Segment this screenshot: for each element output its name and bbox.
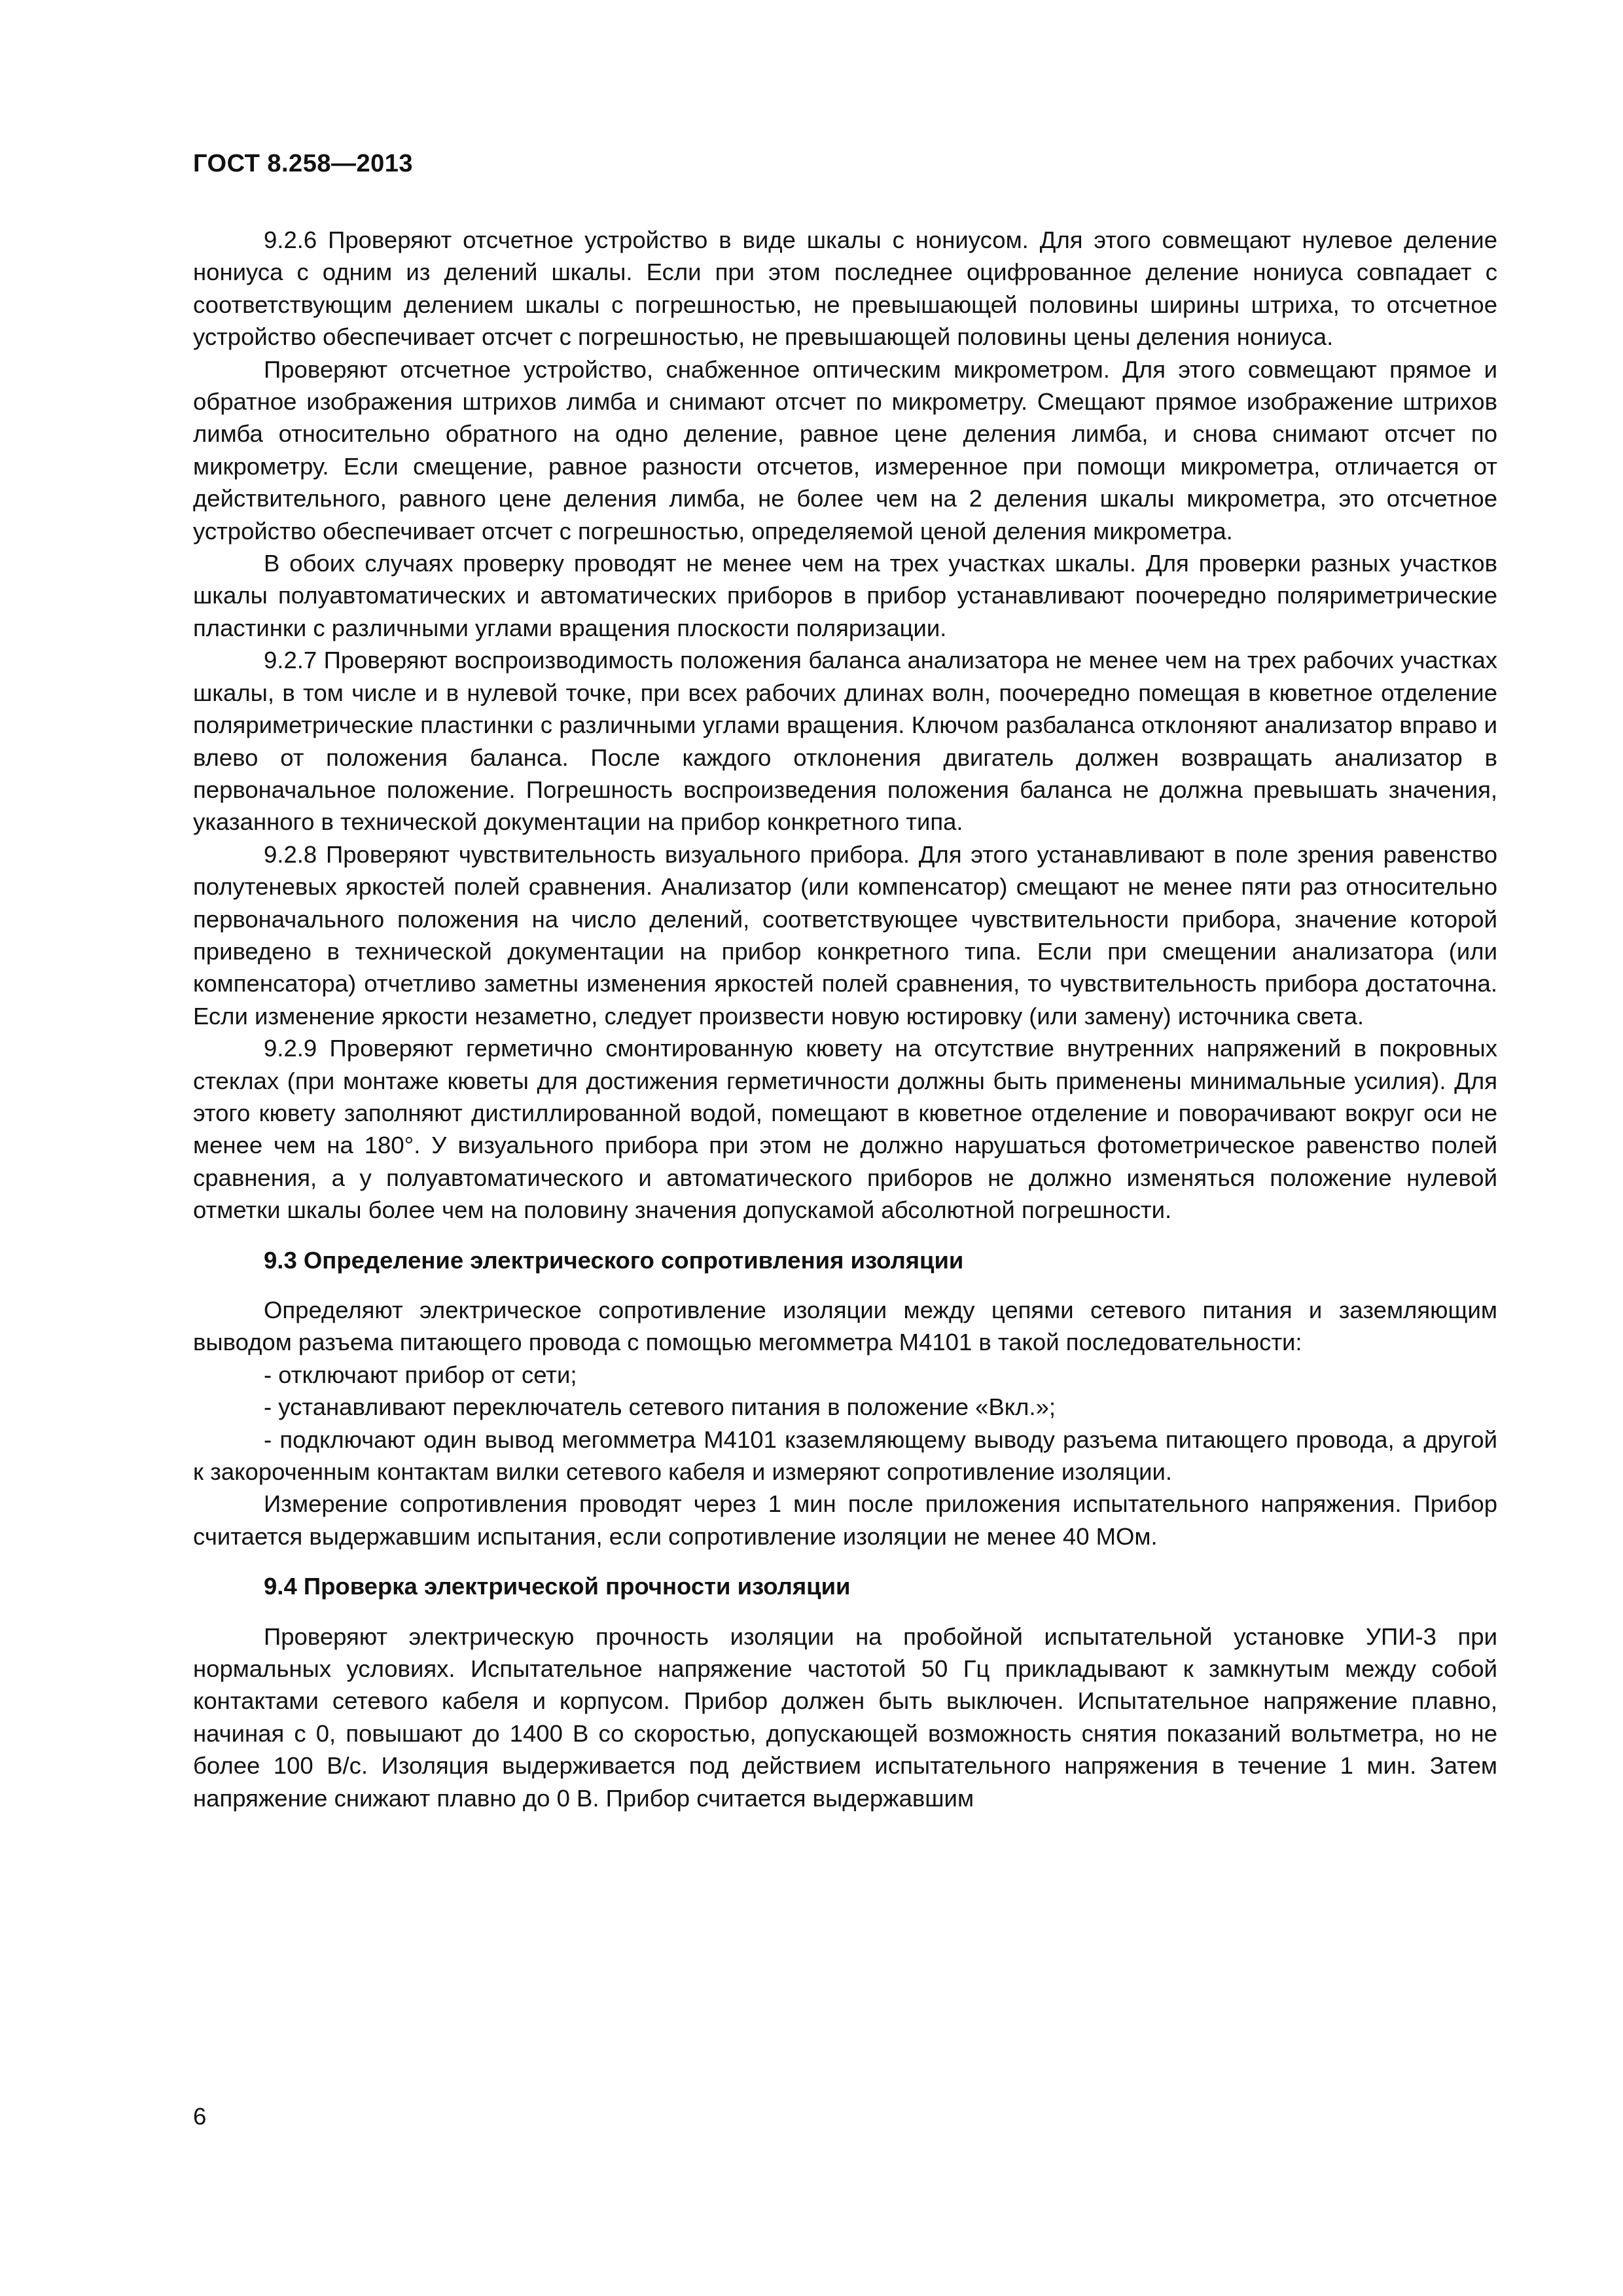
paragraph-resistance-measurement: Измерение сопротивления проводят через 1 мин после приложения испытательного напряжения. Прибор считается выдержавшим испытания, если сопротивление изоляции не менее 40 МОм. xyxy=(193,1490,1497,1550)
paragraph-9-2-9: 9.2.9 Проверяют герметично смонтированную кювету на отсутствие внутренних напряжений в покровных стеклах (при монтаже кюветы для достижения герметичности должны быть применены минимальные усилия). Для этого кювету заполняют дистиллированной водой, помещают в кюветное отделение и поворачивают вокруг оси не менее чем на 180°. У визуального прибора при этом не должно нарушаться фотометрическое равенство полей сравнения, а у полуавтоматического и автоматического приборов не должно изменяться положение нулевой отметки шкалы более чем на половину значения допускамой абсолютной погрешности. xyxy=(193,1035,1497,1224)
paragraph-9-2-7: 9.2.7 Проверяют воспроизводимость положения баланса анализатора не менее чем на трех рабочих участках шкалы, в том числе и в нулевой точке, при всех рабочих длинах волн, поочередно помещая в кюветное отделение поляриметрические пластинки с различными углами вращения. Ключом разбаланса отклоняют анализатор вправо и влево от положения баланса. После каждого отклонения двигатель должен возвращать анализатор в первоначальное положение. Погрешность воспроизведения положения баланса не должна превышать значения, указанного в технической документации на прибор конкретного типа. xyxy=(193,647,1497,836)
paragraph-9-2-8: 9.2.8 Проверяют чувствительность визуального прибора. Для этого устанавливают в поле зрения равенство полутеневых яркостей полей сравнения. Анализатор (или компенсатор) смещают не менее пяти раз относительно первоначального положения на число делений, соответствующее чувствительности прибора, значение которой приведено в технической документации на прибор конкретного типа. Если при смещении анализатора (или компенсатора) отчетливо заметны изменения яркостей полей сравнения, то чувствительность прибора достаточна. Если изменение яркости незаметно, следует произвести новую юстировку (или замену) источника света. xyxy=(193,840,1497,1030)
paragraph-optical-micrometer: Проверяют отсчетное устройство, снабженное оптическим микрометром. Для этого совмещают прямое и обратное изображения штрихов лимба и снимают отсчет по микрометру. Смещают прямое изображение штрихов лимба относительно обратного на одно деление, равное цене деления лимба, и снова снимают отсчет по микрометру. Если смещение, равное разности отсчетов, измеренное при помощи микрометра, отличается от действительного, равного цене деления лимба, не более чем на 2 деления шкалы микрометра, это отсчетное устройство обеспечивает отсчет с погрешностью, определяемой ценой деления микрометра. xyxy=(193,355,1497,545)
document-header-code: ГОСТ 8.258—2013 xyxy=(193,150,413,177)
paragraph-9-2-6: 9.2.6 Проверяют отсчетное устройство в виде шкалы с нониусом. Для этого совмещают нулевое деление нониуса с одним из делений шкалы. Если при этом последнее оцифрованное деление нониуса совпадает с соответствующим делением шкалы с погрешностью, не превышающей половины ширины штриха, то отсчетное устройство обеспечивает отсчет с погрешностью, не превышающей половины цены деления нониуса. xyxy=(193,226,1497,351)
paragraph-insulation-resistance: Определяют электрическое сопротивление изоляции между цепями сетевого питания и заземляющим выводом разъема питающего провода с помощью мегомметра М4101 в такой последовательности: xyxy=(193,1297,1497,1356)
list-item-switch-on: - устанавливают переключатель сетевого питания в положение «Вкл.»; xyxy=(264,1393,1056,1421)
paragraph-three-sections: В обоих случаях проверку проводят не менее чем на трех участках шкалы. Для проверки разных участков шкалы полуавтоматических и автоматических приборов в прибор устанавливают поочередно поляриметрические пластинки с различными углами вращения плоскости поляризации. xyxy=(193,550,1497,641)
section-heading-9-3: 9.3 Определение электрического сопротивления изоляции xyxy=(264,1246,964,1274)
section-heading-9-4: 9.4 Проверка электрической прочности изоляции xyxy=(264,1573,851,1600)
page-number: 6 xyxy=(193,2103,207,2130)
document-body xyxy=(193,224,1497,1814)
list-item-connect-megohmmeter: - подключают один вывод мегомметра М4101 кзаземляющему выводу разъема питающего провода, а другой к закороченным контактам вилки сетевого кабеля и измеряют сопротивление изоляции. xyxy=(193,1426,1497,1486)
paragraph-dielectric-strength: Проверяют электрическую прочность изоляции на пробойной испытательной установке УПИ-3 при нормальных условиях. Испытательное напряжение частотой 50 Гц прикладывают к замкнутым между собой контактами сетевого кабеля и корпусом. Прибор должен быть выключен. Испытательное напряжение плавно, начиная с 0, повышают до 1400 В со скоростью, допускающей возможность снятия показаний вольтметра, но не более 100 В/с. Изоляция выдерживается под действием испытательного напряжения в течение 1 мин. Затем напряжение снижают плавно до 0 В. Прибор считается выдержавшим xyxy=(193,1623,1497,1812)
list-item-disconnect: - отключают прибор от сети; xyxy=(264,1361,577,1388)
